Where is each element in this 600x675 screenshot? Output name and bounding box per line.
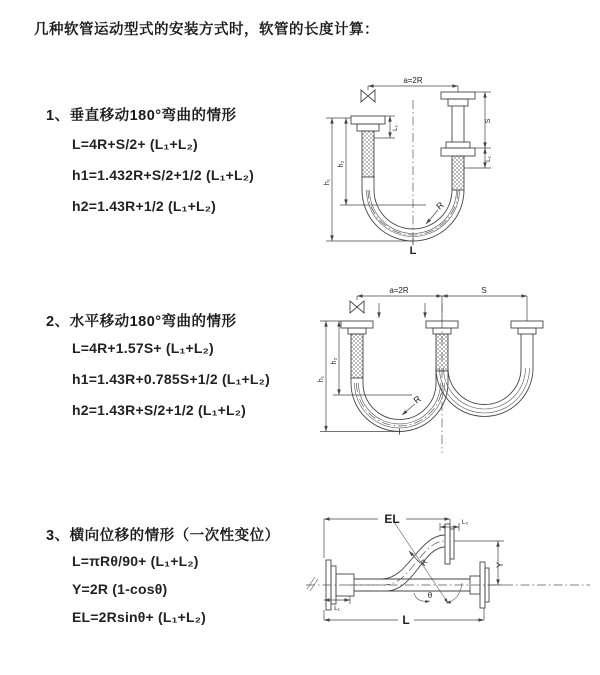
d3-dim-l-label: L: [402, 613, 410, 627]
diagram-lateral-displacement: [302, 500, 594, 645]
d1-dim-h1-label: h₁: [324, 178, 331, 186]
section-2-formula-L: L=4R+1.57S+ (L₁+L₂): [72, 340, 214, 356]
d2-dim-h: [318, 321, 412, 432]
d3-radius-label: R: [418, 557, 430, 568]
page-title: 几种软管运动型式的安装方式时，软管的长度计算：: [34, 22, 379, 38]
d1-dim-h: [324, 118, 426, 241]
d1-valve-icon: [361, 90, 375, 102]
d3-dim-el-label: EL: [384, 512, 400, 526]
d3-dim-el: [324, 512, 450, 558]
d2-left-flange: [341, 321, 373, 383]
d2-hose-bend-left: [351, 383, 448, 435]
d1-dim-l1-left: [374, 116, 399, 138]
d3-curved-hose: [348, 524, 454, 591]
section-3-formula-EL: EL=2Rsinθ+ (L₁+L₂): [72, 609, 207, 625]
d2-dim-s-label: S: [481, 286, 487, 295]
d1-dim-s-label: S: [485, 118, 492, 124]
d2-movement-arrows: [379, 303, 425, 318]
d1-right-flange: [441, 92, 475, 190]
d3-angle-label: θ: [427, 591, 433, 600]
d3-dim-y: [454, 541, 505, 585]
d1-dim-h2-label: h₂: [338, 160, 345, 168]
d1-dim-top: [368, 76, 458, 92]
section-2-formula-h2: h2=1.43R+S/2+1/2 (L₁+L₂): [72, 402, 247, 418]
d1-radius-callout: [426, 200, 446, 224]
d2-valve-icon: [350, 301, 364, 313]
section-2-heading: 2、水平移动180°弯曲的情形: [46, 314, 237, 330]
d2-dim-h1-label: h₁: [318, 375, 325, 383]
d3-dim-y-label: Y: [495, 561, 505, 569]
d2-dim-h2-label: h₂: [331, 357, 338, 365]
diagram-horizontal-180-bend: [312, 283, 590, 458]
d3-dim-l: [324, 608, 484, 627]
d1-left-flange: [351, 116, 385, 190]
d1-radius-label: R: [434, 199, 446, 212]
d2-right-flange: [511, 321, 543, 368]
diagram-vertical-180-bend: [313, 72, 588, 260]
section-3-formula-L: L=πRθ/90+ (L₁+L₂): [72, 553, 199, 569]
d2-dim-top-label: a=2R: [389, 286, 409, 295]
section-1-formula-h1: h1=1.432R+S/2+1/2 (L₁+L₂): [72, 167, 254, 183]
d1-dim-l1-left-label: L₁: [392, 125, 399, 131]
d3-dim-l1-label: L₁: [334, 605, 340, 612]
section-1-formula-L: L=4R+S/2+ (L₁+L₂): [72, 136, 198, 152]
d1-length-label: L: [409, 245, 417, 257]
d1-dim-top-label: a=2R: [403, 76, 423, 85]
d3-dim-l2-label: L₂: [461, 519, 469, 526]
section-1-formula-h2: h2=1.43R+1/2 (L₁+L₂): [72, 198, 217, 214]
d2-radius-label: R: [411, 393, 423, 406]
d1-dim-l1-right-label: L₁: [485, 156, 492, 162]
section-2-formula-h1: h1=1.43R+0.785S+1/2 (L₁+L₂): [72, 371, 270, 387]
d2-dim-top: [357, 286, 527, 321]
d2-hose-bend-right: [436, 368, 533, 416]
d2-radius-callout: [402, 393, 423, 415]
section-1-heading: 1、垂直移动180°弯曲的情形: [46, 108, 237, 124]
section-3-formula-Y: Y=2R (1-cosθ): [72, 581, 168, 597]
section-3-heading: 3、横向位移的情形（一次性变位）: [46, 528, 280, 544]
